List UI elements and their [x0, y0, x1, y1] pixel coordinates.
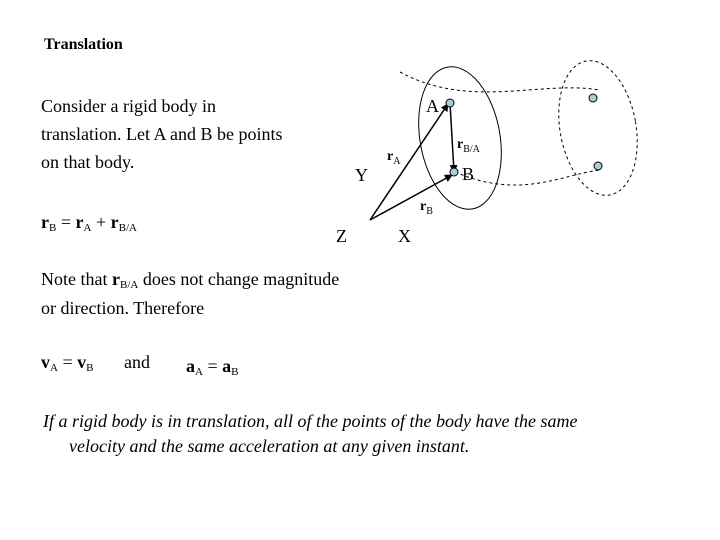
eq-rBA-sub: B/A: [118, 222, 137, 234]
label-axis-X: X: [398, 226, 411, 246]
vel-lhs: v: [41, 352, 50, 372]
motion-path-upper: [400, 72, 600, 92]
acc-lhs: a: [186, 356, 195, 376]
and-word: and: [124, 352, 150, 372]
acc-rhs: a: [222, 356, 232, 376]
label-rA-main: r: [387, 149, 394, 164]
label-rBA-sub: B/A: [463, 144, 480, 155]
eq-rA-sub: A: [83, 222, 92, 234]
slide-title: Translation: [44, 36, 123, 53]
label-rBA: [457, 137, 481, 155]
acc-equals: =: [202, 356, 223, 376]
vel-rhs: v: [77, 352, 87, 372]
vel-rhs-sub: B: [86, 362, 94, 374]
label-rB-sub: B: [426, 206, 433, 217]
note-suffix: does not change magnitude or direction. Therefore: [41, 269, 340, 318]
vel-lhs-sub: A: [50, 362, 58, 374]
acc-rhs-sub: B: [231, 366, 239, 378]
vector-rBA: [450, 103, 454, 172]
vel-equals: =: [57, 352, 78, 372]
point-A-later-marker: [589, 94, 597, 102]
note-r-sub: B/A: [119, 279, 139, 291]
label-rA: [387, 149, 401, 167]
eq-rBA: r: [110, 212, 119, 232]
conclusion-line2: velocity and the same acceleration at any given instant.: [69, 436, 470, 456]
conclusion-line1: If a rigid body is in translation, all of the points of the body have the same: [43, 411, 578, 431]
vector-rB: [370, 175, 452, 220]
label-rA-sub: A: [393, 156, 401, 167]
label-axis-Z: Z: [336, 226, 347, 246]
eq-equals: =: [56, 212, 76, 232]
eq-plus: +: [91, 212, 111, 232]
acc-lhs-sub: A: [195, 366, 203, 378]
point-A-marker: [446, 99, 454, 107]
label-point-A: A: [426, 96, 439, 116]
label-axis-Y: Y: [355, 165, 368, 185]
rigid-body-outline-later: [549, 54, 647, 201]
vector-rA: [370, 104, 448, 220]
eq-rB: r: [41, 212, 49, 232]
note-r: r: [111, 269, 120, 289]
point-B-later-marker: [594, 162, 602, 170]
eq-rA: r: [75, 212, 84, 232]
note-prefix: Note that: [41, 269, 112, 289]
label-rB: [420, 199, 433, 217]
intro-text: Consider a rigid body in translation. Let A and B be points on that body.: [41, 96, 283, 172]
label-rBA-main: r: [457, 137, 464, 152]
point-B-marker: [450, 168, 458, 176]
label-rB-main: r: [420, 199, 427, 214]
eq-rB-sub: B: [49, 222, 57, 234]
label-point-B: B: [462, 164, 475, 184]
